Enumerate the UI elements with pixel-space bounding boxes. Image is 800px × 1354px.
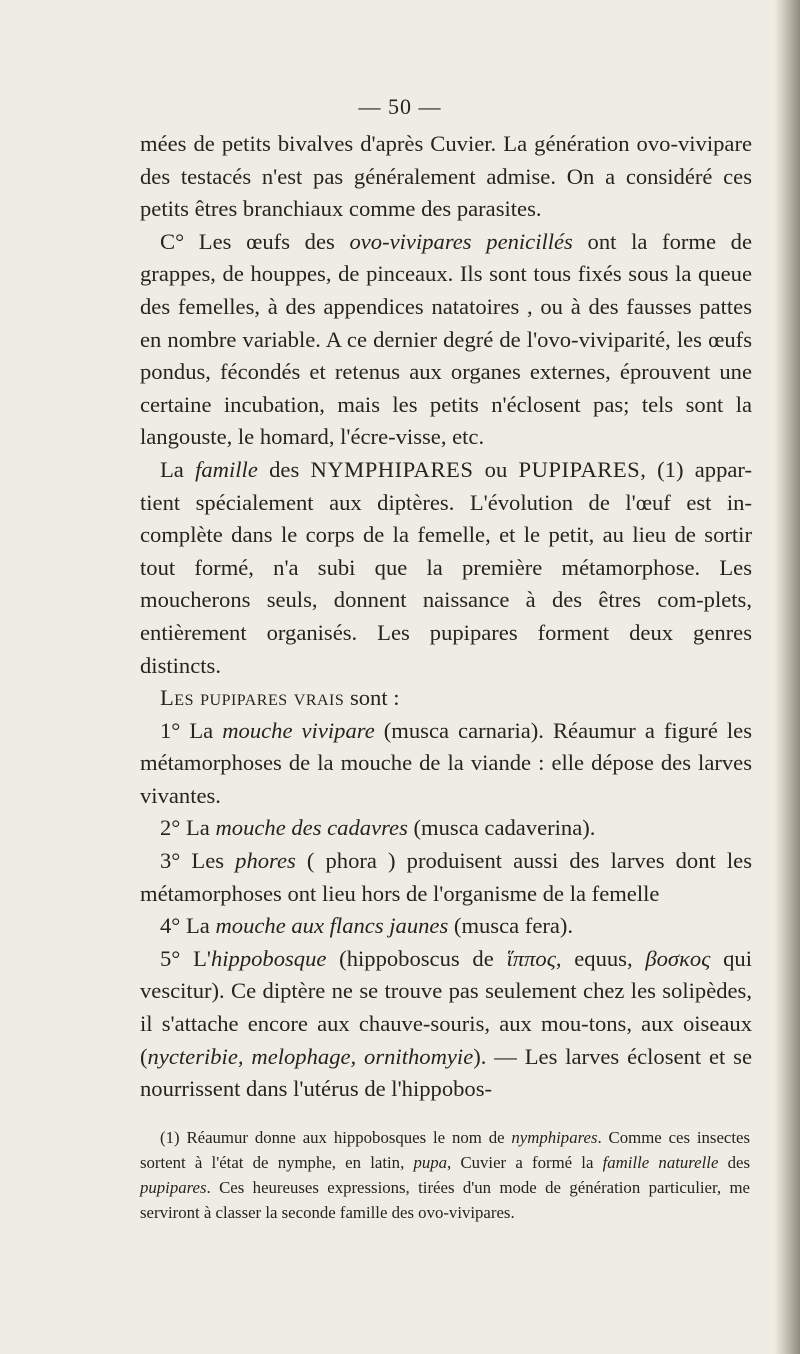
text-run: mées de petits bivalves d'après Cuvier. La génération ovo-vivipare des testacés n'est pas généralement admise. On a considéré ces petits êtres branchiaux comme des parasites. bbox=[140, 131, 752, 222]
italic-term: mouche vivipare bbox=[222, 717, 375, 743]
text-run: (musca carnaria). Réaumur a figuré les métamorphoses de la mouche de la viande : elle dépose des larves vivantes. bbox=[140, 717, 752, 808]
caps-term: NYMPHIPARES bbox=[310, 456, 474, 482]
greek-word: ἵππος bbox=[506, 945, 556, 971]
text-run: 1° La bbox=[160, 717, 223, 743]
text-run: des bbox=[257, 456, 311, 482]
list-item-4 bbox=[140, 910, 752, 943]
text-run: 3° Les bbox=[160, 848, 236, 874]
text-run: C° Les œufs des bbox=[160, 228, 350, 254]
italic-term: famille naturelle bbox=[602, 1153, 719, 1172]
text-run: (musca cadaverina). bbox=[407, 815, 596, 841]
paragraph-famille-nymphipares bbox=[140, 454, 752, 682]
list-item-2 bbox=[140, 812, 752, 845]
text-run: ont la forme de grappes, de houppes, de pinceaux. Ils sont tous fixés sous la queue des femelles, à des appendices natatoires , ou à des fausses pattes en nombre variable. A ce dernier degré de l'ovo-viviparité, les œufs pondus, fécondés et retenus aux organes externes, éprouvent une certaine incubation, mais les petits n'éclosent pas; tels sont la langouste, le homard, l'écre-visse, etc. bbox=[140, 228, 752, 450]
text-run: ). — Les larves éclosent et se nourrissent dans l'utérus de l'hippobos- bbox=[140, 1043, 752, 1102]
list-item-3 bbox=[140, 845, 752, 910]
paragraph-continuation bbox=[140, 128, 752, 226]
italic-term: famille bbox=[195, 456, 258, 482]
italic-term: pupipares bbox=[140, 1178, 207, 1197]
text-run: , (1) appar-tient spécialement aux diptères. L'évolution de l'œuf est in-complète dans le corps de la femelle, et le petit, au lieu de sortir tout formé, n'a subi que la première métamorphose. Les moucherons seuls, donnent naissance à des êtres com-plets, entièrement organisés. Les pupipares forment deux genres distincts. bbox=[140, 456, 752, 678]
italic-term: nycteribie, melophage, ornithomyie bbox=[147, 1043, 474, 1069]
text-run: des bbox=[718, 1153, 750, 1172]
text-run: 4° La bbox=[160, 913, 216, 939]
text-run: (1) Réaumur donne aux hippobosques le nom de bbox=[160, 1128, 512, 1147]
text-run: . Ces heureuses expressions, tirées d'un mode de génération particulier, me serviront à classer la seconde famille des ovo-vivipares. bbox=[140, 1178, 750, 1222]
italic-term: mouche des cadavres bbox=[215, 815, 408, 841]
footnote bbox=[140, 1125, 750, 1225]
smallcaps-heading: Les pupipares vrais bbox=[160, 685, 345, 711]
text-run: (musca fera). bbox=[448, 913, 574, 939]
text-run: (hippoboscus de bbox=[326, 945, 507, 971]
text-run: qui vescitur). Ce diptère ne se trouve pas seulement chez les solipèdes, il s'attache encore aux chauve-souris, aux mou-tons, aux oiseaux ( bbox=[140, 945, 753, 1069]
text-run: 5° L' bbox=[160, 945, 211, 971]
italic-term: nymphipares bbox=[511, 1128, 598, 1147]
caps-term: PUPIPARES bbox=[518, 456, 641, 482]
text-run: , equus, bbox=[555, 945, 646, 971]
text-run: , Cuvier a formé la bbox=[447, 1153, 603, 1172]
italic-term: pupa bbox=[413, 1153, 448, 1172]
greek-word: βοσκος bbox=[645, 945, 711, 971]
text-run: ( phora ) produisent aussi des larves dont les métamorphoses ont lieu hors de l'organisme de la femelle bbox=[140, 848, 752, 906]
text-run: La bbox=[160, 456, 196, 482]
page-edge-shadow bbox=[774, 0, 800, 1354]
italic-term: ovo-vivipares penicillés bbox=[349, 228, 573, 254]
italic-term: phores bbox=[235, 848, 296, 874]
footnote-paragraph bbox=[140, 1125, 750, 1225]
list-item-5 bbox=[140, 943, 752, 1106]
page-number: — 50 — bbox=[358, 94, 442, 119]
italic-term: mouche aux flancs jaunes bbox=[215, 913, 449, 939]
italic-term: hippobosque bbox=[210, 945, 327, 971]
main-text bbox=[140, 128, 752, 1106]
text-run: 2° La bbox=[160, 815, 216, 841]
text-run: sont : bbox=[344, 685, 400, 711]
list-item-1 bbox=[140, 715, 752, 813]
paragraph-pupipares-vrais bbox=[140, 682, 752, 715]
paragraph-ovo-vivipares bbox=[140, 226, 752, 454]
text-run: . Comme ces insectes sortent à l'état de nymphe, en latin, bbox=[140, 1128, 750, 1172]
text-run: ou bbox=[473, 456, 519, 482]
